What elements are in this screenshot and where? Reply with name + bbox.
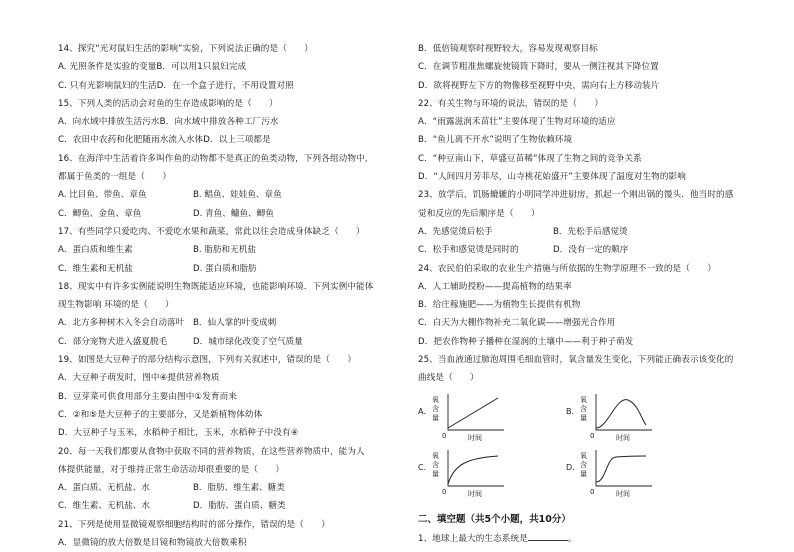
option-row	[58, 205, 423, 223]
fill-question-1-text: 1、地球上最大的生态系统是	[418, 533, 528, 544]
section-title: 二、填空题（共5个小题，共10分）	[418, 513, 571, 525]
oxygen-curve	[448, 456, 498, 484]
option-row	[418, 223, 783, 241]
graph-option-d	[566, 448, 656, 500]
question-line: 觉和反应的先后顺序是（ ）	[418, 208, 540, 219]
option-row	[58, 314, 423, 332]
graph-svg	[418, 392, 510, 444]
option-row	[58, 186, 423, 204]
x-axis-label: 时间	[468, 489, 482, 498]
oxygen-curve	[596, 399, 646, 427]
right-column	[418, 40, 783, 548]
x-axis-label: 时间	[616, 433, 630, 442]
question-line: 21、下列是使用显微镜观察细胞结构时的部分操作，错误的是（ ）	[58, 519, 330, 530]
option-choice: C．松手和感觉烫是同时的	[418, 245, 519, 256]
option-choice: D．城市绿化改变了空气质量	[193, 336, 303, 347]
y-axis-label: 量	[432, 469, 439, 478]
option-row	[58, 497, 423, 515]
y-axis-label: 含	[580, 460, 587, 469]
graph-letter: D．	[566, 462, 581, 472]
graph-svg	[418, 448, 510, 500]
question-line: 现生物影响 环境的是（ ）	[58, 300, 174, 311]
y-axis-label: 含	[580, 404, 587, 413]
graph-option-c	[418, 448, 508, 500]
question-line: D．欲将视野左下方的物像移至视野中央，需向右上方移动装片	[418, 80, 660, 91]
option-choice: C．维生素、无机盐、水	[58, 501, 150, 512]
question-line: D．“人间四月芳菲尽，山寺桃花始盛开”主要体现了温度对生物的影响	[418, 172, 686, 183]
y-axis-label: 量	[580, 469, 587, 478]
question-line: C．在调节粗准焦螺旋使镜筒下降时，要从一侧注视其下降位置	[418, 62, 659, 73]
graph-letter: A．	[418, 406, 432, 416]
question-line: 22、有关生物与环境的说法，错误的是（ ）	[418, 98, 604, 109]
question-line: 体提供能量，对于维持正常生命活动却很重要的是（ ）	[58, 464, 285, 475]
question-line: A．向水域中排放生活污水B．向水域中排放各种工厂污水	[58, 117, 279, 128]
option-row	[418, 241, 783, 259]
option-choice: B．脂肪、维生素、糖类	[193, 483, 285, 494]
question-line: 曲线是（ ）	[418, 373, 479, 384]
question-line: A. 光照条件是实验的变量B．可以用1只鼠妇完成	[58, 62, 247, 73]
left-column	[58, 40, 423, 552]
fill-question-1	[418, 530, 783, 548]
axes	[448, 450, 504, 486]
question-line: B．低倍镜观察时视野较大，容易发现观察目标	[418, 44, 598, 54]
graph-letter: B．	[566, 406, 580, 416]
option-row	[58, 241, 423, 259]
x-axis-label: 时间	[468, 433, 482, 442]
question-line: B．给庄稼施肥——为植物生长提供有机物	[418, 300, 581, 311]
option-choice: D. 青鱼、鳙鱼、鲫鱼	[193, 208, 274, 219]
question-line: 14、探究“光对鼠妇生活的影响”实验，下列说法正确的是（ ）	[58, 44, 313, 54]
question-line: D．把农作物种子播种在湿润的土壤中——利于种子萌发	[418, 336, 634, 347]
question-line: 17、有些同学只爱吃肉、不爱吃水果和蔬菜，常此以往会造成身体缺乏（ ）	[58, 226, 365, 237]
oxygen-curve	[448, 398, 498, 428]
question-line: A．大豆种子萌发时，图中④提供营养物质	[58, 373, 220, 384]
oxygen-curve-graphs	[418, 390, 783, 502]
origin-label: 0	[590, 487, 595, 496]
right-questions	[418, 40, 783, 388]
option-choice: A．北方多种树木入冬会自动落叶	[58, 318, 185, 329]
option-choice: C．鲫鱼、金鱼、章鱼	[58, 208, 142, 219]
question-line: 24、农民伯伯采取的农业生产措施与所依据的生物学原理不一致的是（ ）	[418, 263, 717, 274]
option-choice: A．蛋白质和维生素	[58, 245, 133, 256]
graph-option-a	[418, 392, 508, 444]
origin-label: 0	[442, 487, 447, 496]
question-line: C．“种豆南山下，草盛豆苗稀”体现了生物之间的竞争关系	[418, 153, 642, 164]
option-choice: D．脂肪、蛋白质、糖类	[193, 501, 286, 512]
y-axis-label: 氧	[580, 451, 587, 460]
option-choice: C．部分宠物犬进入盛夏脱毛	[58, 336, 168, 347]
question-line: A．“雨露滋润禾苗壮”主要体现了生物对环境的适应	[418, 117, 616, 128]
option-choice: B. 鲳鱼、娃娃鱼、章鱼	[193, 190, 282, 201]
y-axis-label: 氧	[580, 395, 587, 404]
y-axis-label: 氧	[432, 395, 439, 404]
graph-svg	[566, 448, 658, 500]
option-row	[58, 479, 423, 497]
option-row	[58, 260, 423, 278]
y-axis-label: 量	[580, 413, 587, 422]
question-line: 20、每一天我们都要从食物中获取不同的营养物质，在这些营养物质中，能为人	[58, 446, 365, 457]
question-line: C. 只有光影响鼠妇的生活D．在一个盒子进行，不用设置对照	[58, 80, 294, 91]
graph-letter: C．	[418, 462, 432, 472]
option-choice: D．没有一定的顺序	[553, 245, 629, 256]
option-choice: A．先感觉烫后松手	[418, 226, 493, 237]
question-line: D．大豆种子与玉米，水稻种子相比，玉米，水稻种子中没有④	[58, 428, 299, 439]
question-line: 都属于鱼类的一组是（ ）	[58, 172, 172, 183]
y-axis-label: 含	[432, 460, 439, 469]
y-axis-label: 量	[432, 413, 439, 422]
question-line: 18、现实中有许多实例能说明生物既能适应环境，也能影响环境．下列实例中能体	[58, 281, 374, 292]
y-axis-label: 含	[432, 404, 439, 413]
question-line: A．人工辅助授粉——提高植物的结果率	[418, 281, 572, 292]
fill-question-1-end: 。	[567, 533, 577, 544]
option-choice: B．先松手后感觉烫	[553, 226, 628, 237]
origin-label: 0	[590, 431, 595, 440]
question-line: A．显微镜的放大倍数是目镜和物镜放大倍数乘积	[58, 538, 247, 549]
option-row	[58, 333, 423, 351]
question-line: 15、下列人类的活动会对鱼的生存造成影响的是（ ）	[58, 98, 278, 109]
axes	[596, 450, 652, 486]
question-line: 23、放学后，饥肠辘辘的小明同学冲进厨房，抓起一个刚出锅的馒头．他当时的感	[418, 190, 734, 201]
option-choice: A．蛋白质、无机盐、水	[58, 483, 150, 494]
question-line: C．农田中农药和化肥随雨水流入水体D．以上三项都是	[58, 135, 271, 146]
x-axis-label: 时间	[616, 489, 630, 498]
option-choice: C．维生素和无机盐	[58, 263, 133, 274]
question-line: 25、当血液通过肺泡周围毛细血管时，氧含量发生变化，下列能正确表示该变化的	[418, 355, 734, 366]
question-line: 19、如图是大豆种子的部分结构示意图，下列有关叙述中，错误的是（ ）	[58, 355, 357, 366]
question-line: C．白天为大棚作物补充二氧化碳——增强光合作用	[418, 318, 616, 329]
graph-option-b	[566, 392, 656, 444]
origin-label: 0	[442, 431, 447, 440]
y-axis-label: 氧	[432, 451, 439, 460]
graph-svg	[566, 392, 658, 444]
option-choice: B．仙人掌的叶变成刺	[193, 318, 277, 329]
option-choice: A. 比目鱼、带鱼、章鱼	[58, 190, 147, 201]
question-line: 16、在海洋中生活着许多叫作鱼的动物都不是真正的鱼类动物，下列各组动物中，	[58, 153, 374, 164]
option-choice: D. 蛋白质和脂肪	[193, 263, 257, 274]
answer-blank[interactable]	[528, 530, 568, 541]
question-line: B．豆芽菜可供食用部分主要由图中①发育而来	[58, 391, 237, 402]
oxygen-curve	[596, 456, 646, 482]
question-line: C．②和⑤是大豆种子的主要部分，又是新植物体幼体	[58, 409, 263, 420]
question-line: B．“鱼儿离不开水”说明了生物依赖环境	[418, 135, 573, 146]
axes	[596, 394, 652, 430]
option-choice: B. 脂肪和无机盐	[193, 245, 256, 256]
